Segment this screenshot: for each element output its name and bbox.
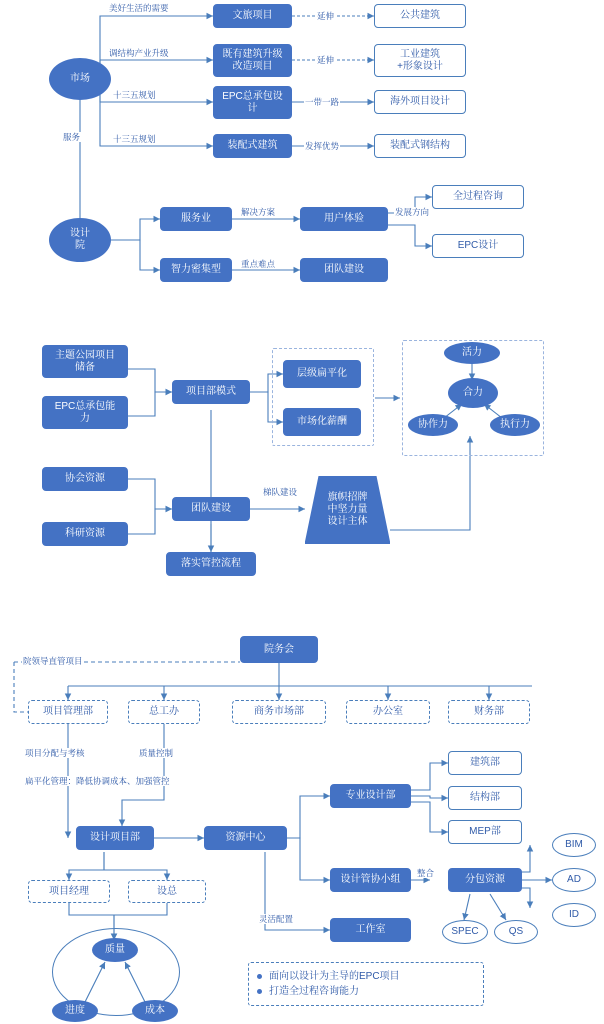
node-quality[interactable]: 质量 [92, 938, 138, 962]
label-service: 服务 [63, 132, 81, 142]
node-chief-design[interactable]: 设总 [128, 880, 206, 903]
label-quality-control: 质量控制 [139, 748, 174, 758]
node-cost[interactable]: 成本 [132, 1000, 178, 1022]
node-epc-contract[interactable]: EPC总承包设 计 [213, 86, 292, 119]
node-team-build-2[interactable]: 团队建设 [172, 497, 250, 521]
node-board[interactable]: 院务会 [240, 636, 318, 663]
node-culture-travel[interactable]: 文旅项目 [213, 4, 292, 28]
node-spec[interactable]: SPEC [442, 920, 488, 944]
label-assign-assess: 项目分配与考核 [25, 748, 85, 758]
label-flexible: 灵活配置 [259, 914, 294, 924]
node-prefab-steel[interactable]: 装配式钢结构 [374, 134, 466, 158]
node-subcontract-resource[interactable]: 分包资源 [448, 868, 522, 892]
label-key-difficulty: 重点难点 [241, 259, 276, 269]
label-better-life: 美好生活的需要 [109, 3, 169, 13]
node-prefab-building[interactable]: 装配式建筑 [213, 134, 292, 158]
node-industrial-image[interactable]: 工业建筑 +形象设计 [374, 44, 466, 77]
node-pro-design-dept[interactable]: 专业设计部 [330, 784, 411, 808]
node-office[interactable]: 办公室 [346, 700, 430, 724]
legend-box [248, 962, 484, 1006]
node-existing-upgrade[interactable]: 既有建筑升级 改造项目 [213, 44, 292, 77]
node-bim[interactable]: BIM [552, 833, 596, 857]
legend-item-1: 打造全过程咨询能力 [257, 984, 475, 999]
label-extend-b: 延伸 [317, 55, 335, 65]
node-vitality[interactable]: 活力 [444, 342, 500, 364]
node-design-institute[interactable]: 设计 院 [49, 218, 111, 262]
node-market-salary[interactable]: 市场化薪酬 [283, 408, 361, 436]
node-schedule[interactable]: 进度 [52, 1000, 98, 1022]
label-flat-mgmt: 扁平化管理：降低协调成本、加强管控 [25, 776, 170, 786]
label-advantage: 发挥优势 [305, 141, 340, 151]
node-flat-hierarchy[interactable]: 层级扁平化 [283, 360, 361, 388]
node-finance-dept[interactable]: 财务部 [448, 700, 530, 724]
label-plan-135-a: 十三五规划 [113, 90, 156, 100]
node-project-manager[interactable]: 项目经理 [28, 880, 110, 903]
node-synergy[interactable]: 合力 [448, 378, 498, 408]
label-plan-135-b: 十三五规划 [113, 134, 156, 144]
node-theme-park[interactable]: 主题公园项目 储备 [42, 345, 128, 378]
node-struct-dept[interactable]: 结构部 [448, 786, 522, 810]
label-direct-lead: 院领导直管项目 [23, 656, 83, 666]
node-intensive[interactable]: 智力密集型 [160, 258, 232, 282]
node-id[interactable]: ID [552, 903, 596, 927]
node-flagship[interactable]: 旗帜招牌 中坚力量 设计主体 [305, 476, 390, 544]
node-user-experience[interactable]: 用户体验 [300, 207, 388, 231]
node-studio[interactable]: 工作室 [330, 918, 411, 942]
node-whole-process-consulting[interactable]: 全过程咨询 [432, 185, 524, 209]
node-cooperation[interactable]: 协作力 [408, 414, 458, 436]
node-design-project-dept[interactable]: 设计项目部 [76, 826, 154, 850]
node-qs[interactable]: QS [494, 920, 538, 944]
node-ad[interactable]: AD [552, 868, 596, 892]
node-business-market-dept[interactable]: 商务市场部 [232, 700, 326, 724]
node-team-build-1[interactable]: 团队建设 [300, 258, 388, 282]
node-arch-dept[interactable]: 建筑部 [448, 751, 522, 775]
node-resource-center[interactable]: 资源中心 [204, 826, 287, 850]
node-design-coord-group[interactable]: 设计管协小组 [330, 868, 411, 892]
label-integrate: 整合 [417, 868, 435, 878]
label-solution: 解决方案 [241, 207, 276, 217]
node-project-mode[interactable]: 项目部模式 [172, 380, 250, 404]
node-research-resource[interactable]: 科研资源 [42, 522, 128, 546]
node-epc-design[interactable]: EPC设计 [432, 234, 524, 258]
node-market[interactable]: 市场 [49, 58, 111, 100]
node-overseas-design[interactable]: 海外项目设计 [374, 90, 466, 114]
node-mep-dept[interactable]: MEP部 [448, 820, 522, 844]
label-belt-road: 一带一路 [305, 97, 340, 107]
node-public-building[interactable]: 公共建筑 [374, 4, 466, 28]
label-structure-upgrade: 调结构产业升级 [109, 48, 169, 58]
node-execution[interactable]: 执行力 [490, 414, 540, 436]
label-direction: 发展方向 [395, 207, 430, 217]
node-chief-eng-office[interactable]: 总工办 [128, 700, 200, 724]
legend-item-0: 面向以设计为主导的EPC项目 [257, 969, 475, 984]
node-assoc-resource[interactable]: 协会资源 [42, 467, 128, 491]
node-control-process[interactable]: 落实管控流程 [166, 552, 256, 576]
label-extend-a: 延伸 [317, 11, 335, 21]
node-epc-ability[interactable]: EPC总承包能 力 [42, 396, 128, 429]
node-project-mgmt-dept[interactable]: 项目管理部 [28, 700, 108, 724]
node-service-industry[interactable]: 服务业 [160, 207, 232, 231]
label-echelon: 梯队建设 [263, 487, 298, 497]
